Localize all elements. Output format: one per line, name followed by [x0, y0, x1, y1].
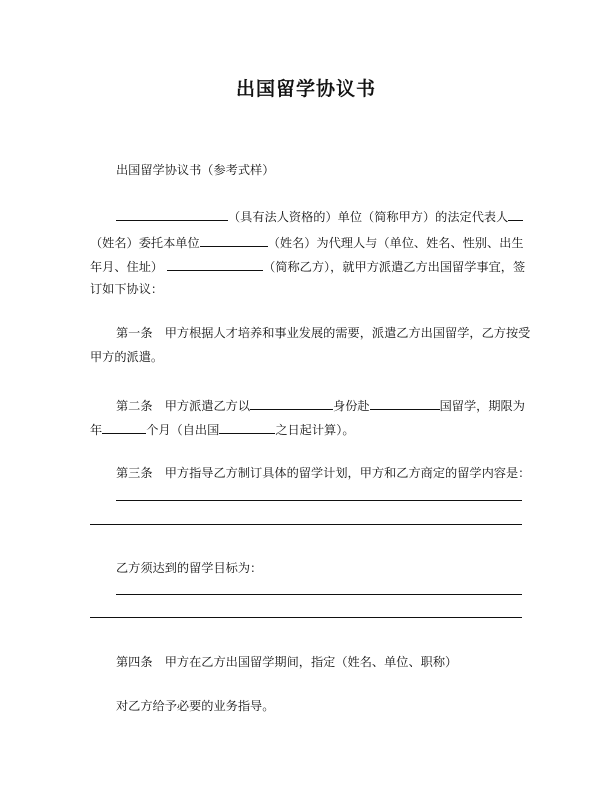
article-2-line-1: [116, 396, 525, 414]
page-title: 出国留学协议书: [235, 78, 376, 100]
study-goal-line-1[interactable]: [116, 594, 522, 595]
article-2-text-d: 年: [90, 423, 103, 437]
article-2-text-f: 之日起计算）。: [275, 423, 355, 437]
intro-line-3-text-b: （简称乙方），就甲方派遣乙方出国留学事宜，签: [263, 260, 526, 274]
intro-line-1: [116, 207, 523, 225]
intro-line-3-text-a: 年月、住址）: [90, 260, 164, 274]
intro-line-2: [90, 233, 524, 251]
article-2-text-a: 第二条 甲方派遣乙方以: [116, 399, 251, 413]
blank-legal-rep[interactable]: [508, 207, 523, 221]
blank-departure-date[interactable]: [219, 420, 275, 434]
goal-line-1: 乙方须达到的留学目标为：: [116, 561, 263, 575]
blank-principal-name[interactable]: [200, 233, 268, 247]
intro-line-1-text: （具有法人资格的）单位（简称甲方）的法定代表人: [228, 210, 509, 224]
article-1-line-2: 甲方的派遣。: [90, 350, 164, 364]
article-2-text-b: 身份赴: [333, 399, 370, 413]
study-content-line-1[interactable]: [116, 500, 522, 501]
article-2-text-c: 国留学，期限为: [439, 399, 525, 413]
study-goal-line-2[interactable]: [90, 617, 522, 618]
article-2-text-e: 个月（自出国: [146, 423, 220, 437]
article-1-line-1: 第一条 甲方根据人才培养和事业发展的需要，派遣乙方出国留学，乙方按受: [116, 326, 531, 340]
intro-line-2-text-b: （姓名）为代理人与（单位、姓名、性别、出生: [267, 236, 524, 250]
intro-line-3: [90, 257, 525, 275]
document-subtitle: 出国留学协议书（参考式样）: [116, 163, 275, 177]
article-4-line-1: 第四条 甲方在乙方出国留学期间，指定（姓名、单位、职称）: [116, 655, 458, 669]
study-content-line-2[interactable]: [90, 524, 522, 525]
blank-unit-name[interactable]: [116, 207, 228, 221]
blank-years[interactable]: [102, 420, 146, 434]
blank-country[interactable]: [370, 396, 440, 410]
blank-identity[interactable]: [250, 396, 333, 410]
intro-line-4: 订如下协议：: [90, 282, 164, 296]
article-3-line-1: 第三条 甲方指导乙方制订具体的留学计划，甲方和乙方商定的留学内容是：: [116, 466, 531, 480]
article-4-line-2: 对乙方给予必要的业务指导。: [116, 699, 275, 713]
intro-line-2-text-a: （姓名）委托本单位: [90, 236, 200, 250]
blank-party-b-info[interactable]: [167, 257, 263, 271]
article-2-line-2: [90, 420, 355, 438]
